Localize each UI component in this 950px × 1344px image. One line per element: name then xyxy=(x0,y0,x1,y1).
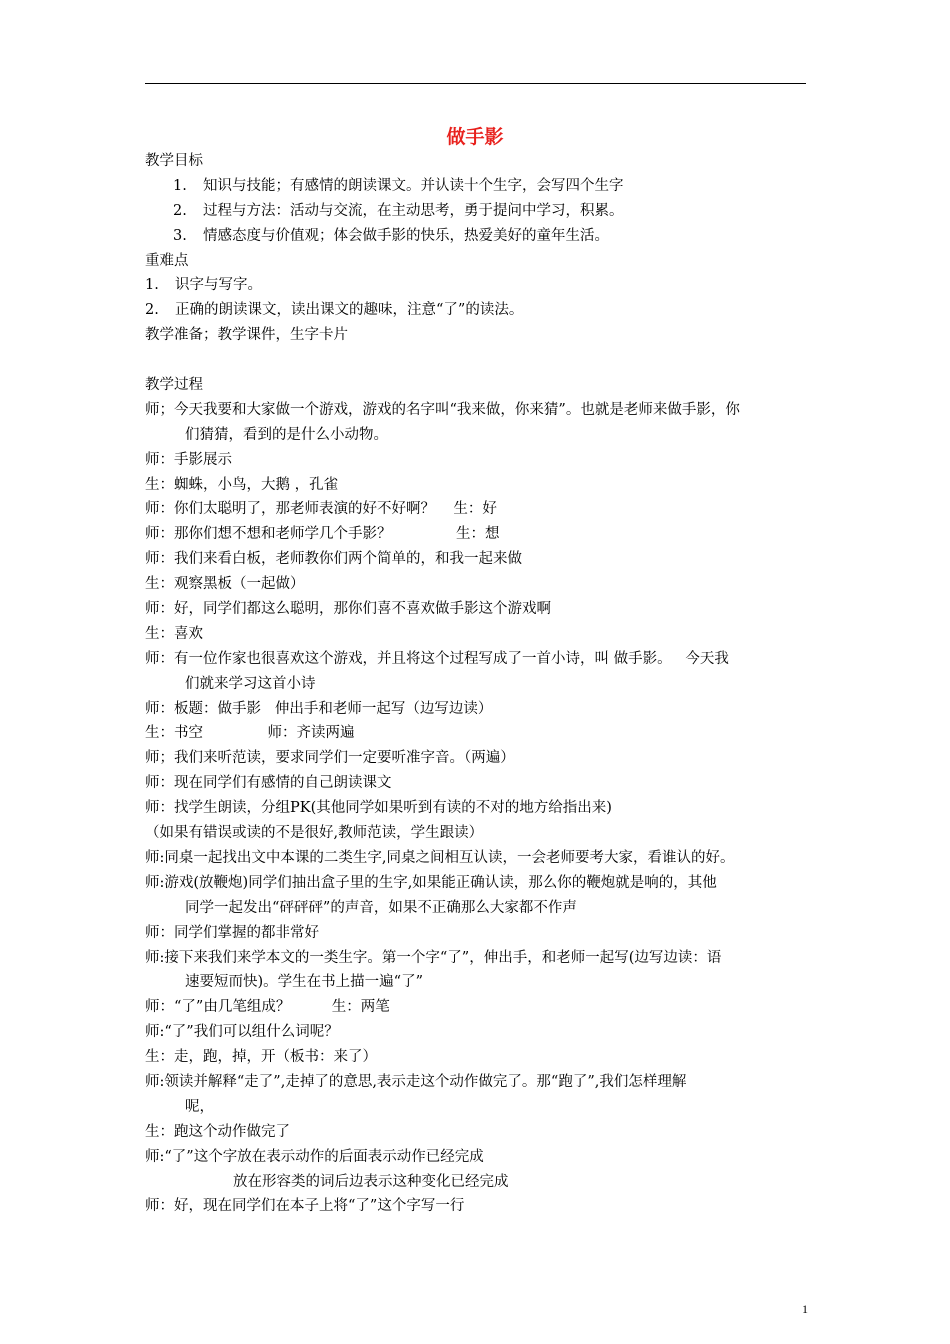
process-line: 生：观察黑板（一起做） xyxy=(145,576,305,593)
process-line: 师：现在同学们有感情的自己朗读课文 xyxy=(145,775,392,792)
process-line-continuation: 们猜猜，看到的是什么小动物。 xyxy=(185,426,388,443)
process-line: 师；今天我要和大家做一个游戏，游戏的名字叫“我来做，你来猜”。也就是老师来做手影，你 xyxy=(145,401,740,418)
process-line: 师：那你们想不想和老师学几个手影？ 生：想 xyxy=(145,526,500,543)
process-line-continuation: 放在形容类的词后边表示这种变化已经完成 xyxy=(233,1173,509,1190)
process-line: 师：找学生朗读，分组PK(其他同学如果听到有读的不对的地方给指出来) xyxy=(145,800,612,817)
process-line: 师:游戏(放鞭炮)同学们抽出盒子里的生字,如果能正确认读，那么你的鞭炮就是响的，其他 xyxy=(145,874,717,891)
process-line: 师：你们太聪明了，那老师表演的好不好啊？ 生：好 xyxy=(145,501,497,518)
key-point-item xyxy=(145,298,810,323)
process-line: 师:“了”我们可以组什么词呢？ xyxy=(145,1024,339,1041)
process-line: 师：同学们掌握的都非常好 xyxy=(145,924,319,941)
objective-text: 情感态度与价值观；体会做手影的快乐，热爱美好的童年生活。 xyxy=(203,227,609,244)
objective-number: 3. xyxy=(173,227,187,244)
process-line: 生：跑这个动作做完了 xyxy=(145,1123,290,1140)
process-line: 师：有一位作家也很喜欢这个游戏，并且将这个过程写成了一首小诗，叫 做手影。 今天我 xyxy=(145,650,729,667)
objective-number: 2. xyxy=(173,202,187,219)
page-number: 1 xyxy=(802,1302,808,1316)
process-line-continuation: 们就来学习这首小诗 xyxy=(185,675,316,692)
process-line: 师：好，同学们都这么聪明，那你们喜不喜欢做手影这个游戏啊 xyxy=(145,601,551,618)
process-line-continuation: 速要短而快)。学生在书上描一遍“了” xyxy=(185,974,423,991)
document-body xyxy=(145,149,810,1219)
objective-item xyxy=(145,174,810,199)
process-line: 师：我们来看白板，老师教你们两个简单的，和我一起来做 xyxy=(145,551,522,568)
process-line: 师；我们来听范读，要求同学们一定要听准字音。（两遍） xyxy=(145,750,515,767)
key-point-number: 2. xyxy=(145,302,159,319)
preparation-line: 教学准备；教学课件，生字卡片 xyxy=(145,327,348,344)
objectives-heading: 教学目标 xyxy=(145,153,203,169)
process-line: 生：喜欢 xyxy=(145,625,203,642)
document-title: 做手影 xyxy=(446,126,504,148)
header-rule xyxy=(145,83,806,84)
process-line: 师:接下来我们来学本文的一类生字。第一个字“了”，伸出手，和老师一起写(边写边读：语 xyxy=(145,949,722,966)
key-points-heading: 重难点 xyxy=(145,252,189,269)
spacer xyxy=(145,348,810,373)
objective-number: 1. xyxy=(173,177,187,194)
key-point-item xyxy=(145,273,810,298)
key-point-number: 1. xyxy=(145,277,159,294)
key-point-text: 识字与写字。 xyxy=(175,277,262,294)
process-line-continuation: 呢， xyxy=(185,1098,214,1115)
objective-item xyxy=(145,199,810,224)
process-line: 师：手影展示 xyxy=(145,451,232,468)
objective-item xyxy=(145,224,810,249)
process-line: 生：走，跑，掉，开（板书：来了） xyxy=(145,1049,377,1066)
process-line: 师:领读并解释“走了”,走掉了的意思,表示走这个动作做完了。那“跑了”,我们怎样理解 xyxy=(145,1073,687,1090)
process-line: 师：好，现在同学们在本子上将“了”这个字写一行 xyxy=(145,1198,465,1215)
process-line-continuation: 同学一起发出“砰砰砰”的声音，如果不正确那么大家都不作声 xyxy=(185,899,577,916)
process-line: 生：书空 师：齐读两遍 xyxy=(145,725,355,742)
objective-text: 知识与技能；有感情的朗读课文。并认读十个生字，会写四个生字 xyxy=(203,177,624,194)
key-point-text: 正确的朗读课文，读出课文的趣味，注意“了”的读法。 xyxy=(175,302,524,319)
process-line: 师：板题：做手影 伸出手和老师一起写（边写边读） xyxy=(145,700,493,717)
process-line: （如果有错误或读的不是很好,教师范读，学生跟读） xyxy=(145,825,484,842)
process-line: 师:同桌一起找出文中本课的二类生字,同桌之间相互认读，一会老师要考大家，看谁认的好。 xyxy=(145,849,735,866)
process-line: 师：“了”由几笔组成？ 生：两笔 xyxy=(145,999,390,1016)
process-heading: 教学过程 xyxy=(145,377,203,394)
process-line: 师:“了”这个字放在表示动作的后面表示动作已经完成 xyxy=(145,1148,484,1165)
objective-text: 过程与方法：活动与交流，在主动思考，勇于提问中学习，积累。 xyxy=(203,202,624,219)
process-line: 生：蜘蛛，小鸟，大鹅 ，孔雀 xyxy=(145,476,339,493)
